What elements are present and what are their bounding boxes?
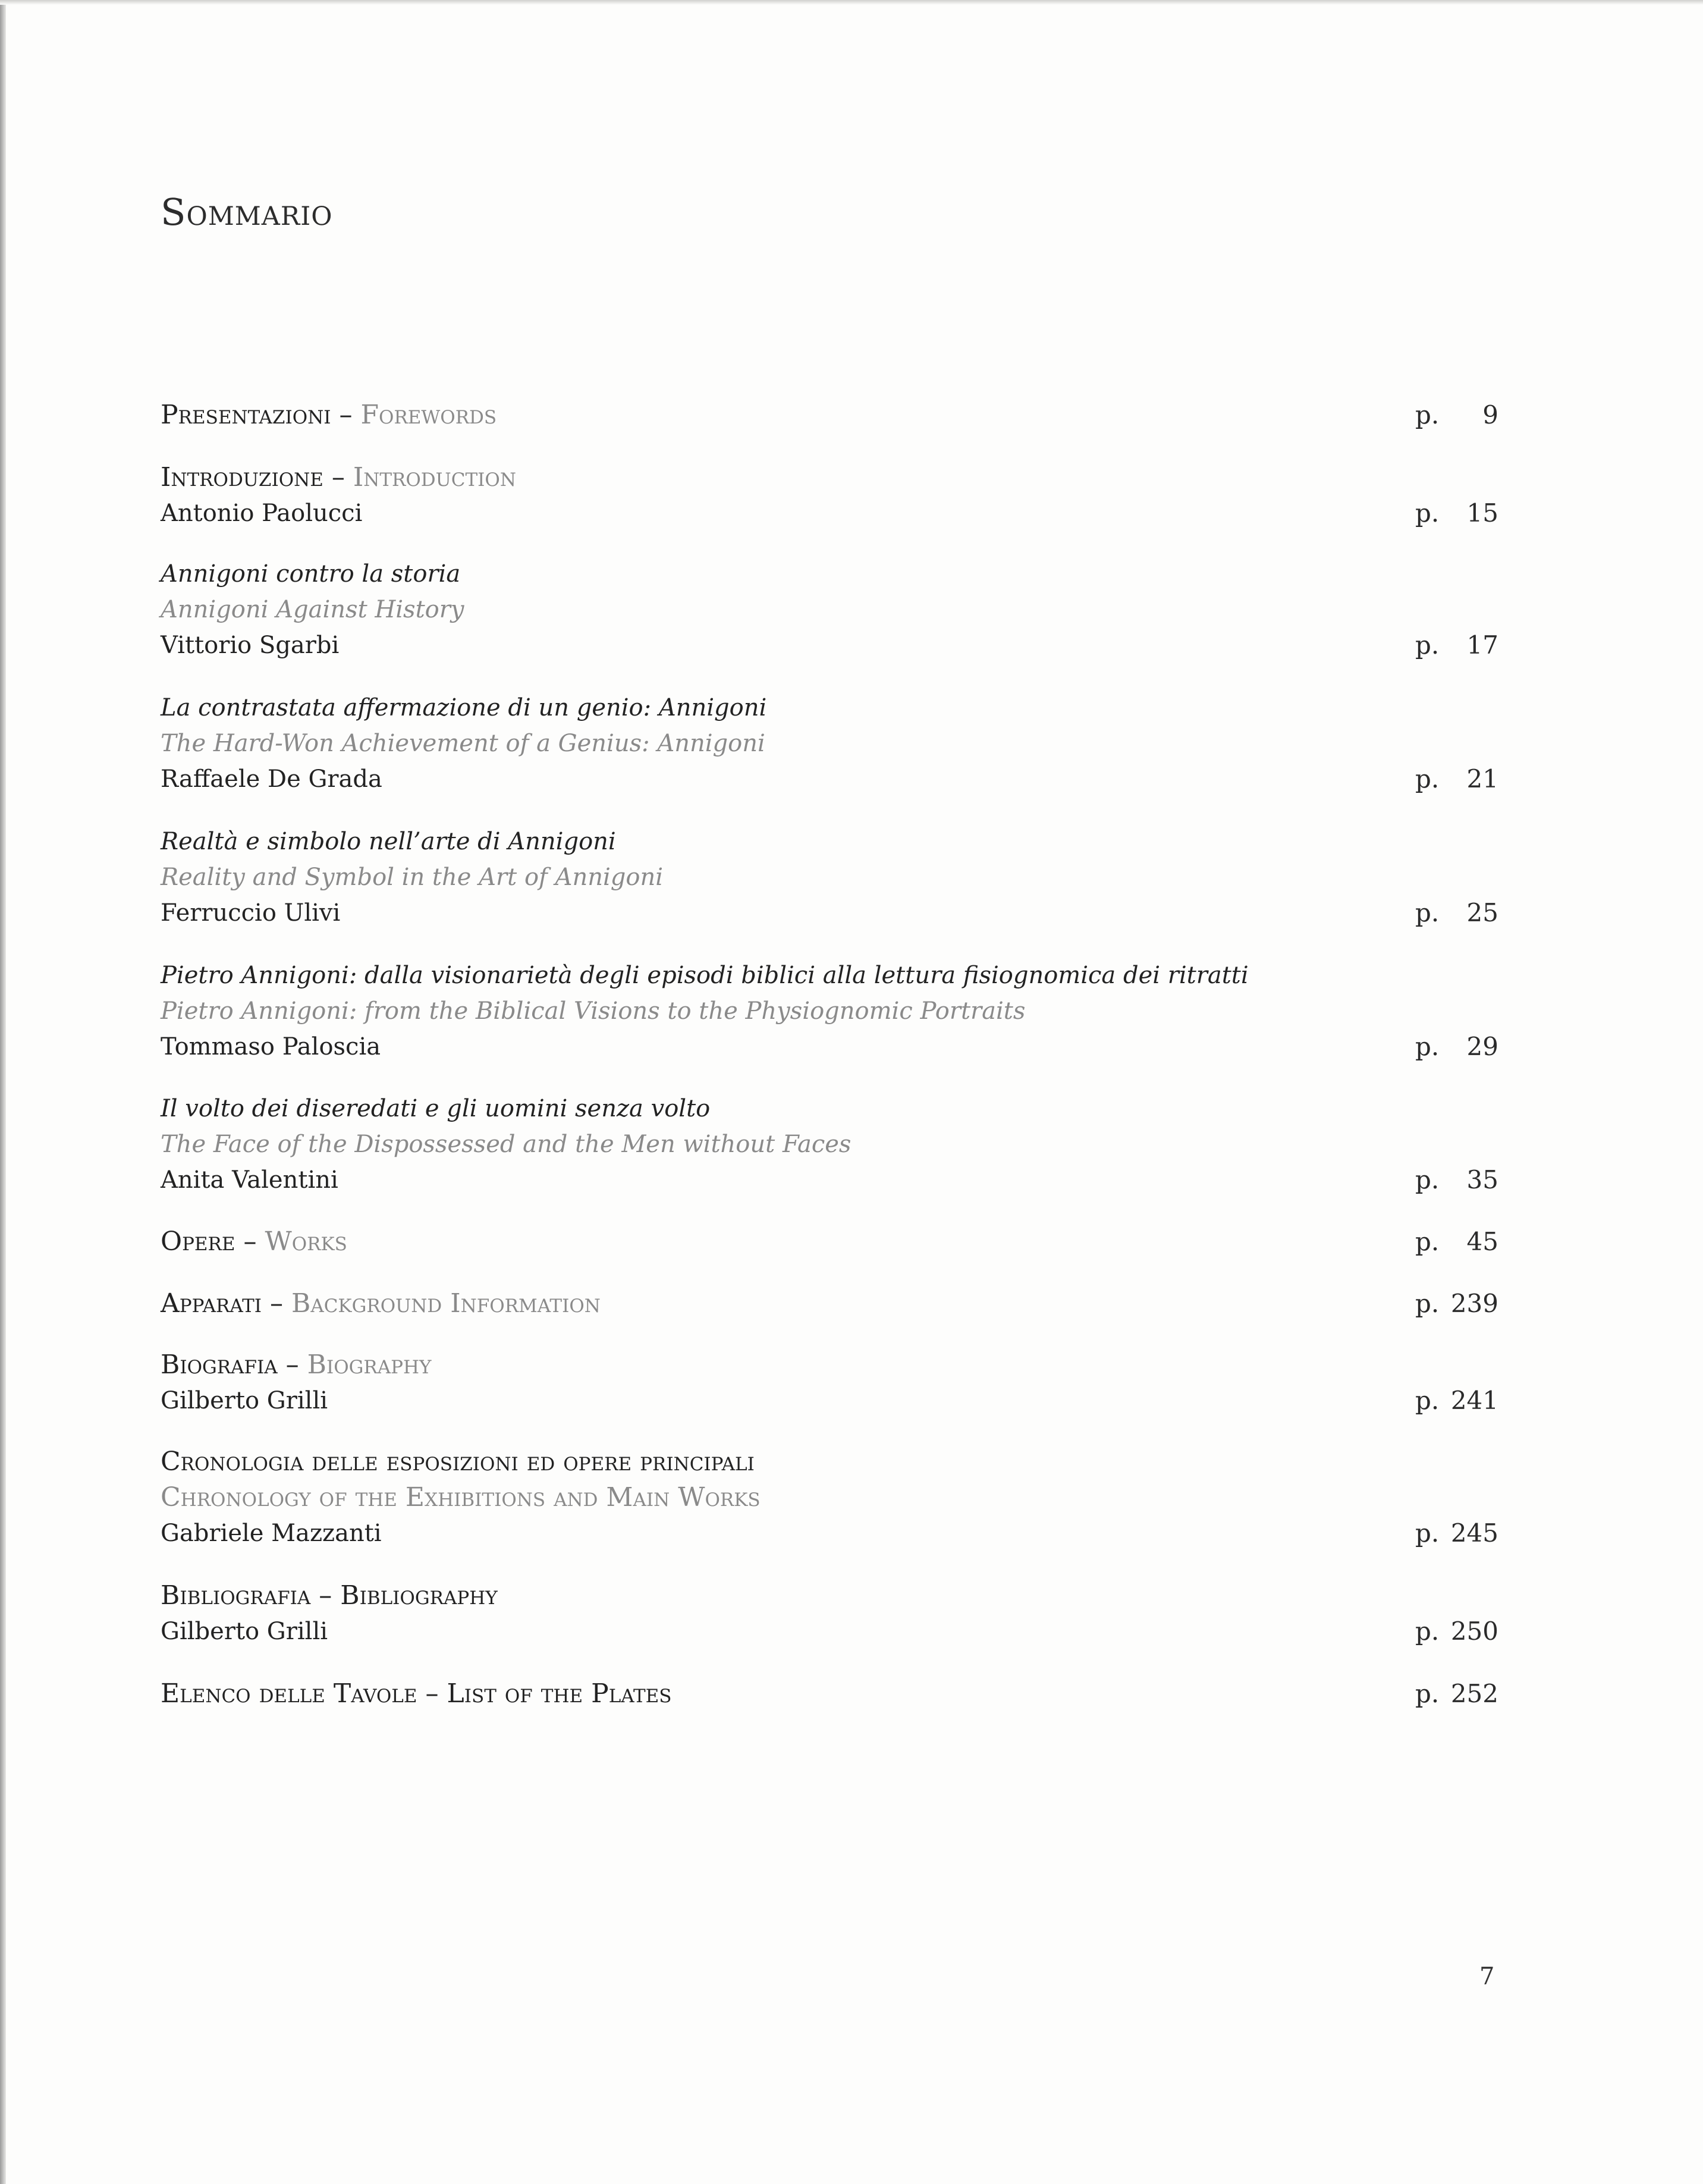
- toc-entry-biografia: [161, 1347, 1498, 1419]
- page-prefix: p.: [1415, 498, 1440, 528]
- page-ref: [1415, 1162, 1498, 1198]
- heading-en: Background Information: [291, 1288, 601, 1319]
- heading-sep: –: [323, 462, 353, 492]
- toc-author: Ferruccio Ulivi: [161, 899, 341, 927]
- toc-title-en: Annigoni Against History: [161, 596, 464, 623]
- page-ref: [1415, 1286, 1498, 1322]
- toc-entry-paloscia: [161, 958, 1498, 1065]
- page-prefix: p.: [1415, 1518, 1440, 1548]
- toc-author: Vittorio Sgarbi: [161, 632, 340, 659]
- toc-title-en: The Hard-Won Achievement of a Genius: Annigoni: [161, 730, 765, 757]
- heading-en: Introduction: [353, 462, 516, 492]
- toc-heading: [161, 1347, 1498, 1383]
- heading-it: Elenco delle Tavole: [161, 1678, 417, 1709]
- heading-it: Biografia: [161, 1350, 278, 1380]
- page-prefix: p.: [1415, 1227, 1440, 1256]
- page-number: 45: [1466, 1227, 1498, 1256]
- heading-en: Biography: [307, 1350, 432, 1380]
- heading-en: Bibliography: [340, 1580, 498, 1611]
- page-ref: [1415, 895, 1498, 931]
- page-number: 9: [1482, 400, 1498, 429]
- toc-entry-de-grada: [161, 690, 1498, 797]
- toc-heading-it: Cronologia delle esposizioni ed opere principali: [161, 1446, 755, 1477]
- page-number: 245: [1450, 1518, 1498, 1548]
- heading-sep: –: [235, 1226, 265, 1257]
- page-number: 29: [1466, 1032, 1498, 1061]
- heading-sep: –: [262, 1288, 291, 1319]
- heading-sep: –: [277, 1350, 307, 1380]
- toc-title-en: Reality and Symbol in the Art of Annigoni: [161, 864, 663, 891]
- toc-title-en: The Face of the Dispossessed and the Men without Faces: [161, 1131, 851, 1158]
- page-prefix: p.: [1415, 400, 1440, 429]
- page-prefix: p.: [1415, 1289, 1440, 1318]
- heading-sep: –: [331, 400, 361, 430]
- heading-it: Apparati: [161, 1288, 262, 1319]
- page-number: 239: [1450, 1289, 1498, 1318]
- toc-entry-opere: [161, 1224, 1498, 1260]
- toc-entry-cronologia: [161, 1444, 1498, 1551]
- toc-title-it: Realtà e simbolo nell’arte di Annigoni: [161, 828, 616, 855]
- page-prefix: p.: [1415, 764, 1440, 793]
- heading-sep: –: [417, 1678, 447, 1709]
- page-number: 241: [1450, 1386, 1498, 1415]
- page-number: 35: [1466, 1165, 1498, 1194]
- toc-entry-ulivi: [161, 824, 1498, 931]
- toc-entry-introduzione: [161, 460, 1498, 531]
- page-number: 15: [1466, 498, 1498, 528]
- page-prefix: p.: [1415, 1032, 1440, 1061]
- heading-en: Works: [265, 1226, 347, 1257]
- toc-entry-bibliografia: [161, 1578, 1498, 1649]
- page-number: 17: [1466, 630, 1498, 660]
- heading-it: Bibliografia: [161, 1580, 311, 1611]
- page-number: 252: [1450, 1679, 1498, 1708]
- page-ref: [1415, 397, 1498, 433]
- toc-author: Raffaele De Grada: [161, 765, 382, 793]
- toc-heading: [161, 1578, 1498, 1614]
- heading-sep: –: [310, 1580, 341, 1611]
- page-ref: [1415, 1676, 1498, 1712]
- heading-en: List of the Plates: [447, 1678, 672, 1709]
- toc-heading: [161, 397, 1498, 433]
- toc-author: Anita Valentini: [161, 1166, 338, 1194]
- toc-entry-valentini: [161, 1091, 1498, 1198]
- toc-heading: [161, 1676, 1498, 1712]
- page-ref: [1415, 1029, 1498, 1065]
- page-ref: [1415, 1224, 1498, 1260]
- page-folio-number: 7: [1479, 1963, 1495, 1990]
- toc-author: Gilberto Grilli: [161, 1387, 328, 1414]
- toc-author: Gabriele Mazzanti: [161, 1520, 382, 1547]
- page-ref: [1415, 761, 1498, 797]
- toc-entry-apparati: [161, 1286, 1498, 1322]
- toc-title-it: Il volto dei diseredati e gli uomini senza volto: [161, 1095, 711, 1122]
- heading-it: Introduzione: [161, 462, 323, 492]
- page-number: 21: [1466, 764, 1498, 793]
- toc-entry-elenco-tavole: [161, 1676, 1498, 1712]
- page-ref: [1415, 1515, 1498, 1551]
- page-edge-left: [0, 0, 6, 2184]
- page-ref: [1415, 1383, 1498, 1419]
- page-ref: [1415, 627, 1498, 663]
- page-number: 250: [1450, 1617, 1498, 1646]
- page-prefix: p.: [1415, 898, 1440, 927]
- toc-title-it: Pietro Annigoni: dalla visionarietà degli episodi biblici alla lettura fisiognomica dei ritratti: [161, 962, 1249, 989]
- page-ref: [1415, 495, 1498, 531]
- page-prefix: p.: [1415, 1165, 1440, 1194]
- page-ref: [1415, 1614, 1498, 1649]
- page-prefix: p.: [1415, 1386, 1440, 1415]
- page-number: 25: [1466, 898, 1498, 927]
- toc-entry-presentazioni: [161, 397, 1498, 433]
- toc-title-en: Pietro Annigoni: from the Biblical Visions to the Physiognomic Portraits: [161, 997, 1026, 1025]
- heading-it: Presentazioni: [161, 400, 331, 430]
- page-prefix: p.: [1415, 1617, 1440, 1646]
- toc-entry-sgarbi: [161, 556, 1498, 663]
- toc-author: Antonio Paolucci: [161, 500, 363, 527]
- toc-heading: [161, 1224, 1498, 1260]
- page-title: Sommario: [161, 190, 333, 234]
- toc-title-it: La contrastata affermazione di un genio: Annigoni: [161, 694, 767, 721]
- toc-heading-en: Chronology of the Exhibitions and Main Works: [161, 1482, 761, 1513]
- heading-en: Forewords: [360, 400, 497, 430]
- page-edge-top: [0, 0, 1703, 5]
- toc-heading: [161, 460, 1498, 495]
- page-prefix: p.: [1415, 1679, 1440, 1708]
- toc-author: Gilberto Grilli: [161, 1618, 328, 1645]
- page-prefix: p.: [1415, 630, 1440, 660]
- toc-heading: [161, 1286, 1498, 1322]
- heading-it: Opere: [161, 1226, 235, 1257]
- toc-author: Tommaso Paloscia: [161, 1033, 381, 1060]
- toc-title-it: Annigoni contro la storia: [161, 560, 461, 588]
